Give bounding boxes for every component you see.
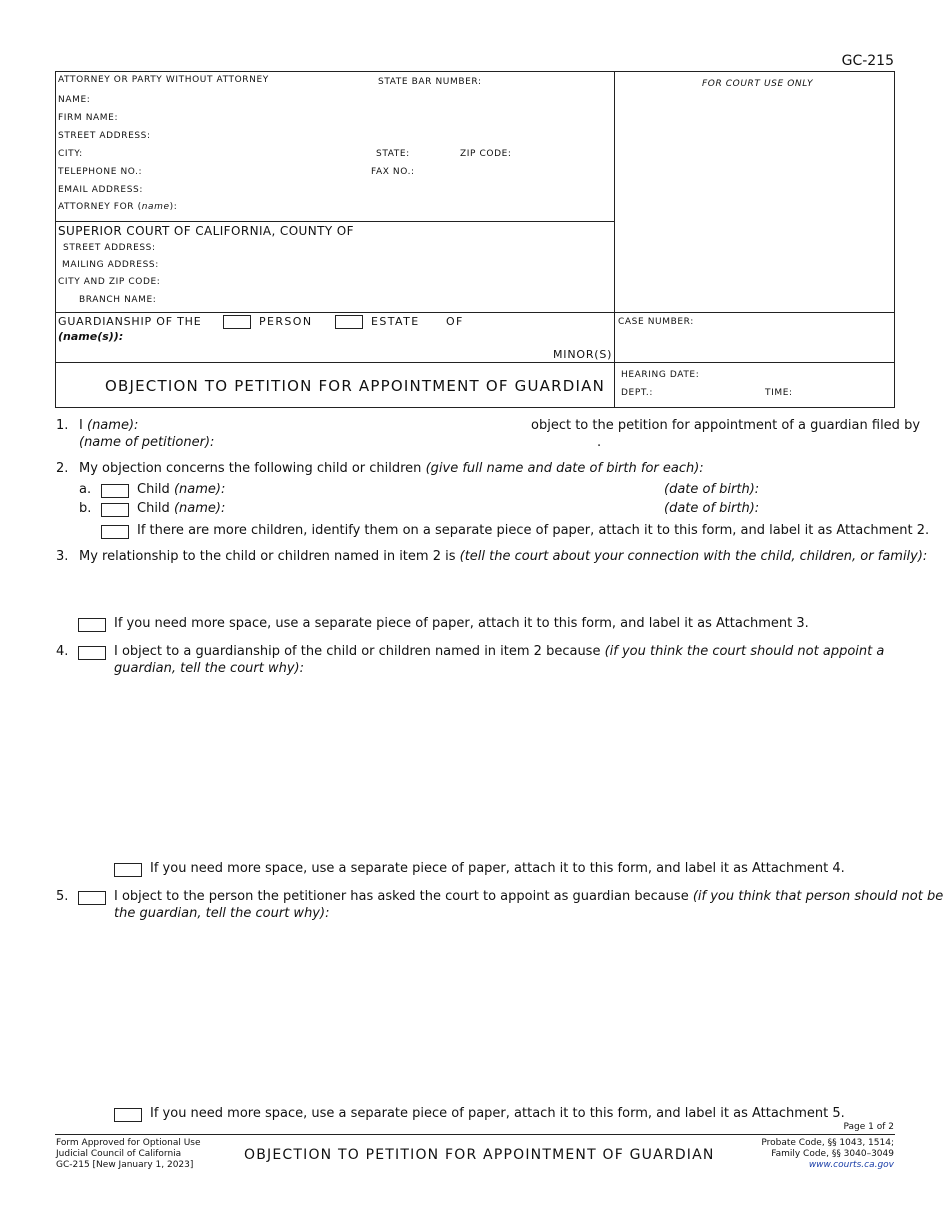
item-3-instructions: (tell the court about your connection with the child, children, or family): [459, 549, 928, 564]
item-4-number: 4. [56, 644, 69, 659]
item-4-instructions-1: (if you think the court should not appoint a [604, 644, 885, 659]
item-3-response-area[interactable] [79, 568, 895, 614]
hearing-date-label[interactable]: HEARING DATE: [621, 370, 700, 380]
item-2b-dob[interactable]: (date of birth): [664, 501, 760, 516]
footer-title: OBJECTION TO PETITION FOR APPOINTMENT OF GUARDIAN [244, 1147, 715, 1163]
item-4-checkbox[interactable] [78, 646, 106, 660]
item-4-response-area[interactable] [114, 680, 895, 856]
item-2-number: 2. [56, 461, 69, 476]
caption-box [55, 71, 895, 408]
item-5-number: 5. [56, 889, 69, 904]
item-5-checkbox[interactable] [78, 891, 106, 905]
item-5-main: I object to the person the petitioner has asked the court to appoint as guardian because [114, 889, 689, 904]
item-2-text [79, 461, 704, 476]
item-1-petitioner-field[interactable]: (name of petitioner): [79, 435, 215, 450]
guardianship-label: GUARDIANSHIP OF THE [58, 315, 202, 328]
zip-code-label[interactable]: ZIP CODE: [460, 149, 512, 159]
item-1-name-field[interactable]: (name): [87, 418, 139, 433]
item-3-more-checkbox[interactable] [78, 618, 106, 632]
page-number: Page 1 of 2 [843, 1122, 894, 1132]
name-label[interactable]: NAME: [58, 95, 91, 105]
item-2b-child[interactable] [137, 501, 225, 516]
item-3-number: 3. [56, 549, 69, 564]
divider-caption-title [55, 362, 895, 363]
footer-revision: GC-215 [New January 1, 2023] [56, 1160, 194, 1170]
court-city-zip-label[interactable]: CITY AND ZIP CODE: [58, 277, 161, 287]
attorney-for-prefix: ATTORNEY FOR ( [58, 202, 142, 212]
item-3-more-text: If you need more space, use a separate piece of paper, attach it to this form, and label it as Attachment 3. [114, 616, 809, 631]
item-2a-child[interactable] [137, 482, 225, 497]
item-1-number: 1. [56, 418, 69, 433]
item-2a-child-name: (name): [173, 482, 226, 497]
item-5-more-checkbox[interactable] [114, 1108, 142, 1122]
court-use-label: FOR COURT USE ONLY [702, 79, 814, 89]
minor-names-label[interactable]: (name(s)): [58, 330, 124, 343]
person-label: PERSON [259, 315, 313, 328]
item-2b-child-name: (name): [173, 501, 226, 516]
item-4-more-checkbox[interactable] [114, 863, 142, 877]
city-label[interactable]: CITY: [58, 149, 83, 159]
person-checkbox[interactable] [223, 315, 251, 329]
state-label[interactable]: STATE: [376, 149, 410, 159]
of-label: OF [446, 315, 464, 328]
attorney-for-suffix: ): [169, 202, 178, 212]
court-street-label[interactable]: STREET ADDRESS: [63, 243, 156, 253]
item-2a-child-label: Child [137, 482, 170, 497]
footer-probate: Probate Code, §§ 1043, 1514; [761, 1138, 894, 1148]
form-title: OBJECTION TO PETITION FOR APPOINTMENT OF GUARDIAN [105, 377, 605, 395]
court-title: SUPERIOR COURT OF CALIFORNIA, COUNTY OF [58, 224, 354, 238]
item-5-response-area[interactable] [114, 925, 895, 1101]
item-2-more-checkbox[interactable] [101, 525, 129, 539]
item-4-more-text: If you need more space, use a separate piece of paper, attach it to this form, and label it as Attachment 4. [150, 861, 845, 876]
item-5-instructions-1: (if you think that person should not be [692, 889, 944, 904]
divider-court-caption [55, 312, 895, 313]
item-1-object-text: object to the petition for appointment of a guardian filed by [531, 418, 921, 433]
time-label[interactable]: TIME: [765, 388, 793, 398]
court-branch-label[interactable]: BRANCH NAME: [79, 295, 157, 305]
footer-council: Judicial Council of California [56, 1149, 182, 1159]
item-2-more-text: If there are more children, identify them on a separate piece of paper, attach it to this form, and label it as Attachment 2. [137, 523, 930, 538]
item-3-text [79, 549, 927, 564]
item-2a-checkbox[interactable] [101, 484, 129, 498]
item-5-more-text: If you need more space, use a separate piece of paper, attach it to this form, and label it as Attachment 5. [150, 1106, 845, 1121]
estate-checkbox[interactable] [335, 315, 363, 329]
divider-attorney-court [55, 221, 615, 222]
item-1-period: . [597, 435, 602, 450]
item-2b-child-label: Child [137, 501, 170, 516]
item-4-instructions-2: guardian, tell the court why): [114, 661, 304, 676]
minor-label: MINOR(S) [553, 348, 613, 361]
estate-label: ESTATE [371, 315, 420, 328]
item-2b-checkbox[interactable] [101, 503, 129, 517]
item-2-instructions: (give full name and date of birth for each): [425, 461, 704, 476]
state-bar-label: STATE BAR NUMBER: [378, 77, 482, 87]
footer-family: Family Code, §§ 3040–3049 [771, 1149, 894, 1159]
item-2b-letter: b. [79, 501, 92, 516]
item-5-text [114, 889, 943, 904]
telephone-label[interactable]: TELEPHONE NO.: [58, 167, 143, 177]
item-4-main: I object to a guardianship of the child or children named in item 2 because [114, 644, 601, 659]
email-label[interactable]: EMAIL ADDRESS: [58, 185, 143, 195]
footer-rule [55, 1134, 895, 1135]
firm-name-label[interactable]: FIRM NAME: [58, 113, 119, 123]
item-2a-letter: a. [79, 482, 92, 497]
court-mailing-label[interactable]: MAILING ADDRESS: [62, 260, 159, 270]
item-2a-dob[interactable]: (date of birth): [664, 482, 760, 497]
item-1-i: I [79, 418, 83, 433]
dept-label[interactable]: DEPT.: [621, 388, 653, 398]
attorney-for-label[interactable] [58, 202, 177, 212]
case-number-label[interactable]: CASE NUMBER: [618, 317, 694, 327]
divider-vertical [614, 71, 615, 408]
item-2-main: My objection concerns the following child or children [79, 461, 422, 476]
form-number: GC-215 [841, 53, 894, 69]
footer-approved: Form Approved for Optional Use [56, 1138, 201, 1148]
courts-website-link[interactable]: www.courts.ca.gov [808, 1160, 894, 1170]
attorney-label: ATTORNEY OR PARTY WITHOUT ATTORNEY [58, 75, 269, 85]
item-5-instructions-2: the guardian, tell the court why): [114, 906, 330, 921]
item-3-main: My relationship to the child or children named in item 2 is [79, 549, 456, 564]
street-address-label[interactable]: STREET ADDRESS: [58, 131, 151, 141]
item-4-text [114, 644, 884, 659]
fax-label[interactable]: FAX NO.: [371, 167, 415, 177]
attorney-for-name: name [141, 202, 170, 212]
